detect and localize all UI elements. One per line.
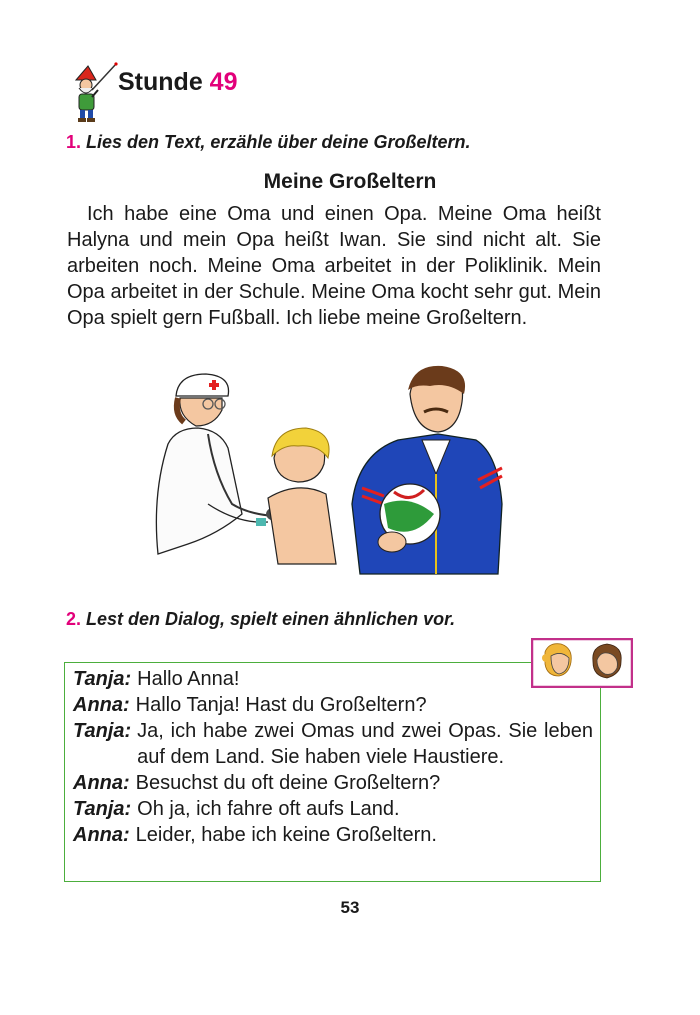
reading-paragraph: Ich habe eine Oma und einen Opa. Meine Oma heißt Halyna und mein Opa heißt Iwan. Sie sind nicht alt. Sie arbeiten noch. Meine Oma arbeitet in der Poliklinik. Mein Opa arbeitet in der Schule. Meine Oma kocht sehr gut. Mein Opa spielt gern Fußball. Ich liebe meine Großeltern. [67, 203, 601, 329]
dialog-speaker: Tanja: [73, 798, 132, 820]
doctor-boy-grandfather-illustration [148, 364, 518, 584]
dialog-text: Ja, ich habe zwei Omas und zwei Opas. Sie leben auf dem Land. Sie haben viele Haustiere. [137, 720, 593, 768]
dialog-speaker: Anna: [73, 772, 130, 794]
dialog-speaker: Tanja: [73, 720, 132, 742]
grandfather-figure [352, 366, 502, 574]
dialog-text: Hallo Anna! [137, 668, 240, 690]
dialog-speaker: Tanja: [73, 668, 132, 690]
doctor-figure [156, 374, 286, 554]
task-2-instruction [66, 609, 455, 630]
dialog-line [73, 770, 593, 796]
dialog-text: Leider, habe ich keine Großeltern. [135, 824, 437, 846]
dialog-text: Oh ja, ich fahre oft aufs Land. [137, 798, 400, 820]
dialog-line [73, 822, 593, 848]
lesson-word: Stunde [118, 68, 203, 96]
dialog-line [73, 796, 593, 822]
dialog-box [64, 662, 601, 882]
boy-figure [268, 428, 336, 564]
dialog-text: Hallo Tanja! Hast du Großeltern? [135, 694, 427, 716]
lesson-number: 49 [209, 68, 238, 96]
task-2-number: 2. [66, 609, 82, 629]
dialog-speaker: Anna: [73, 824, 130, 846]
dialog-lines [73, 666, 593, 848]
task-2-text: Lest den Dialog, spielt einen ähnlichen vor. [86, 609, 456, 629]
lesson-title [118, 68, 237, 97]
dialog-text: Besuchst du oft deine Großeltern? [135, 772, 441, 794]
dialog-line [73, 692, 593, 718]
dialog-speaker: Anna: [73, 694, 130, 716]
page-number: 53 [340, 898, 360, 917]
reading-text [67, 201, 601, 331]
task-1-text: Lies den Text, erzähle über deine Großeltern. [86, 132, 471, 152]
dialog-line [73, 718, 593, 770]
lesson-header [70, 62, 370, 132]
task-1-instruction [66, 132, 470, 153]
task-1-number: 1. [66, 132, 82, 152]
two-girls-talking-icon [531, 638, 633, 688]
reading-title: Meine Großeltern [263, 170, 437, 193]
girl-brunette-icon [593, 644, 621, 678]
dialog-line [73, 666, 593, 692]
gnome-with-pointer-icon [70, 62, 118, 124]
